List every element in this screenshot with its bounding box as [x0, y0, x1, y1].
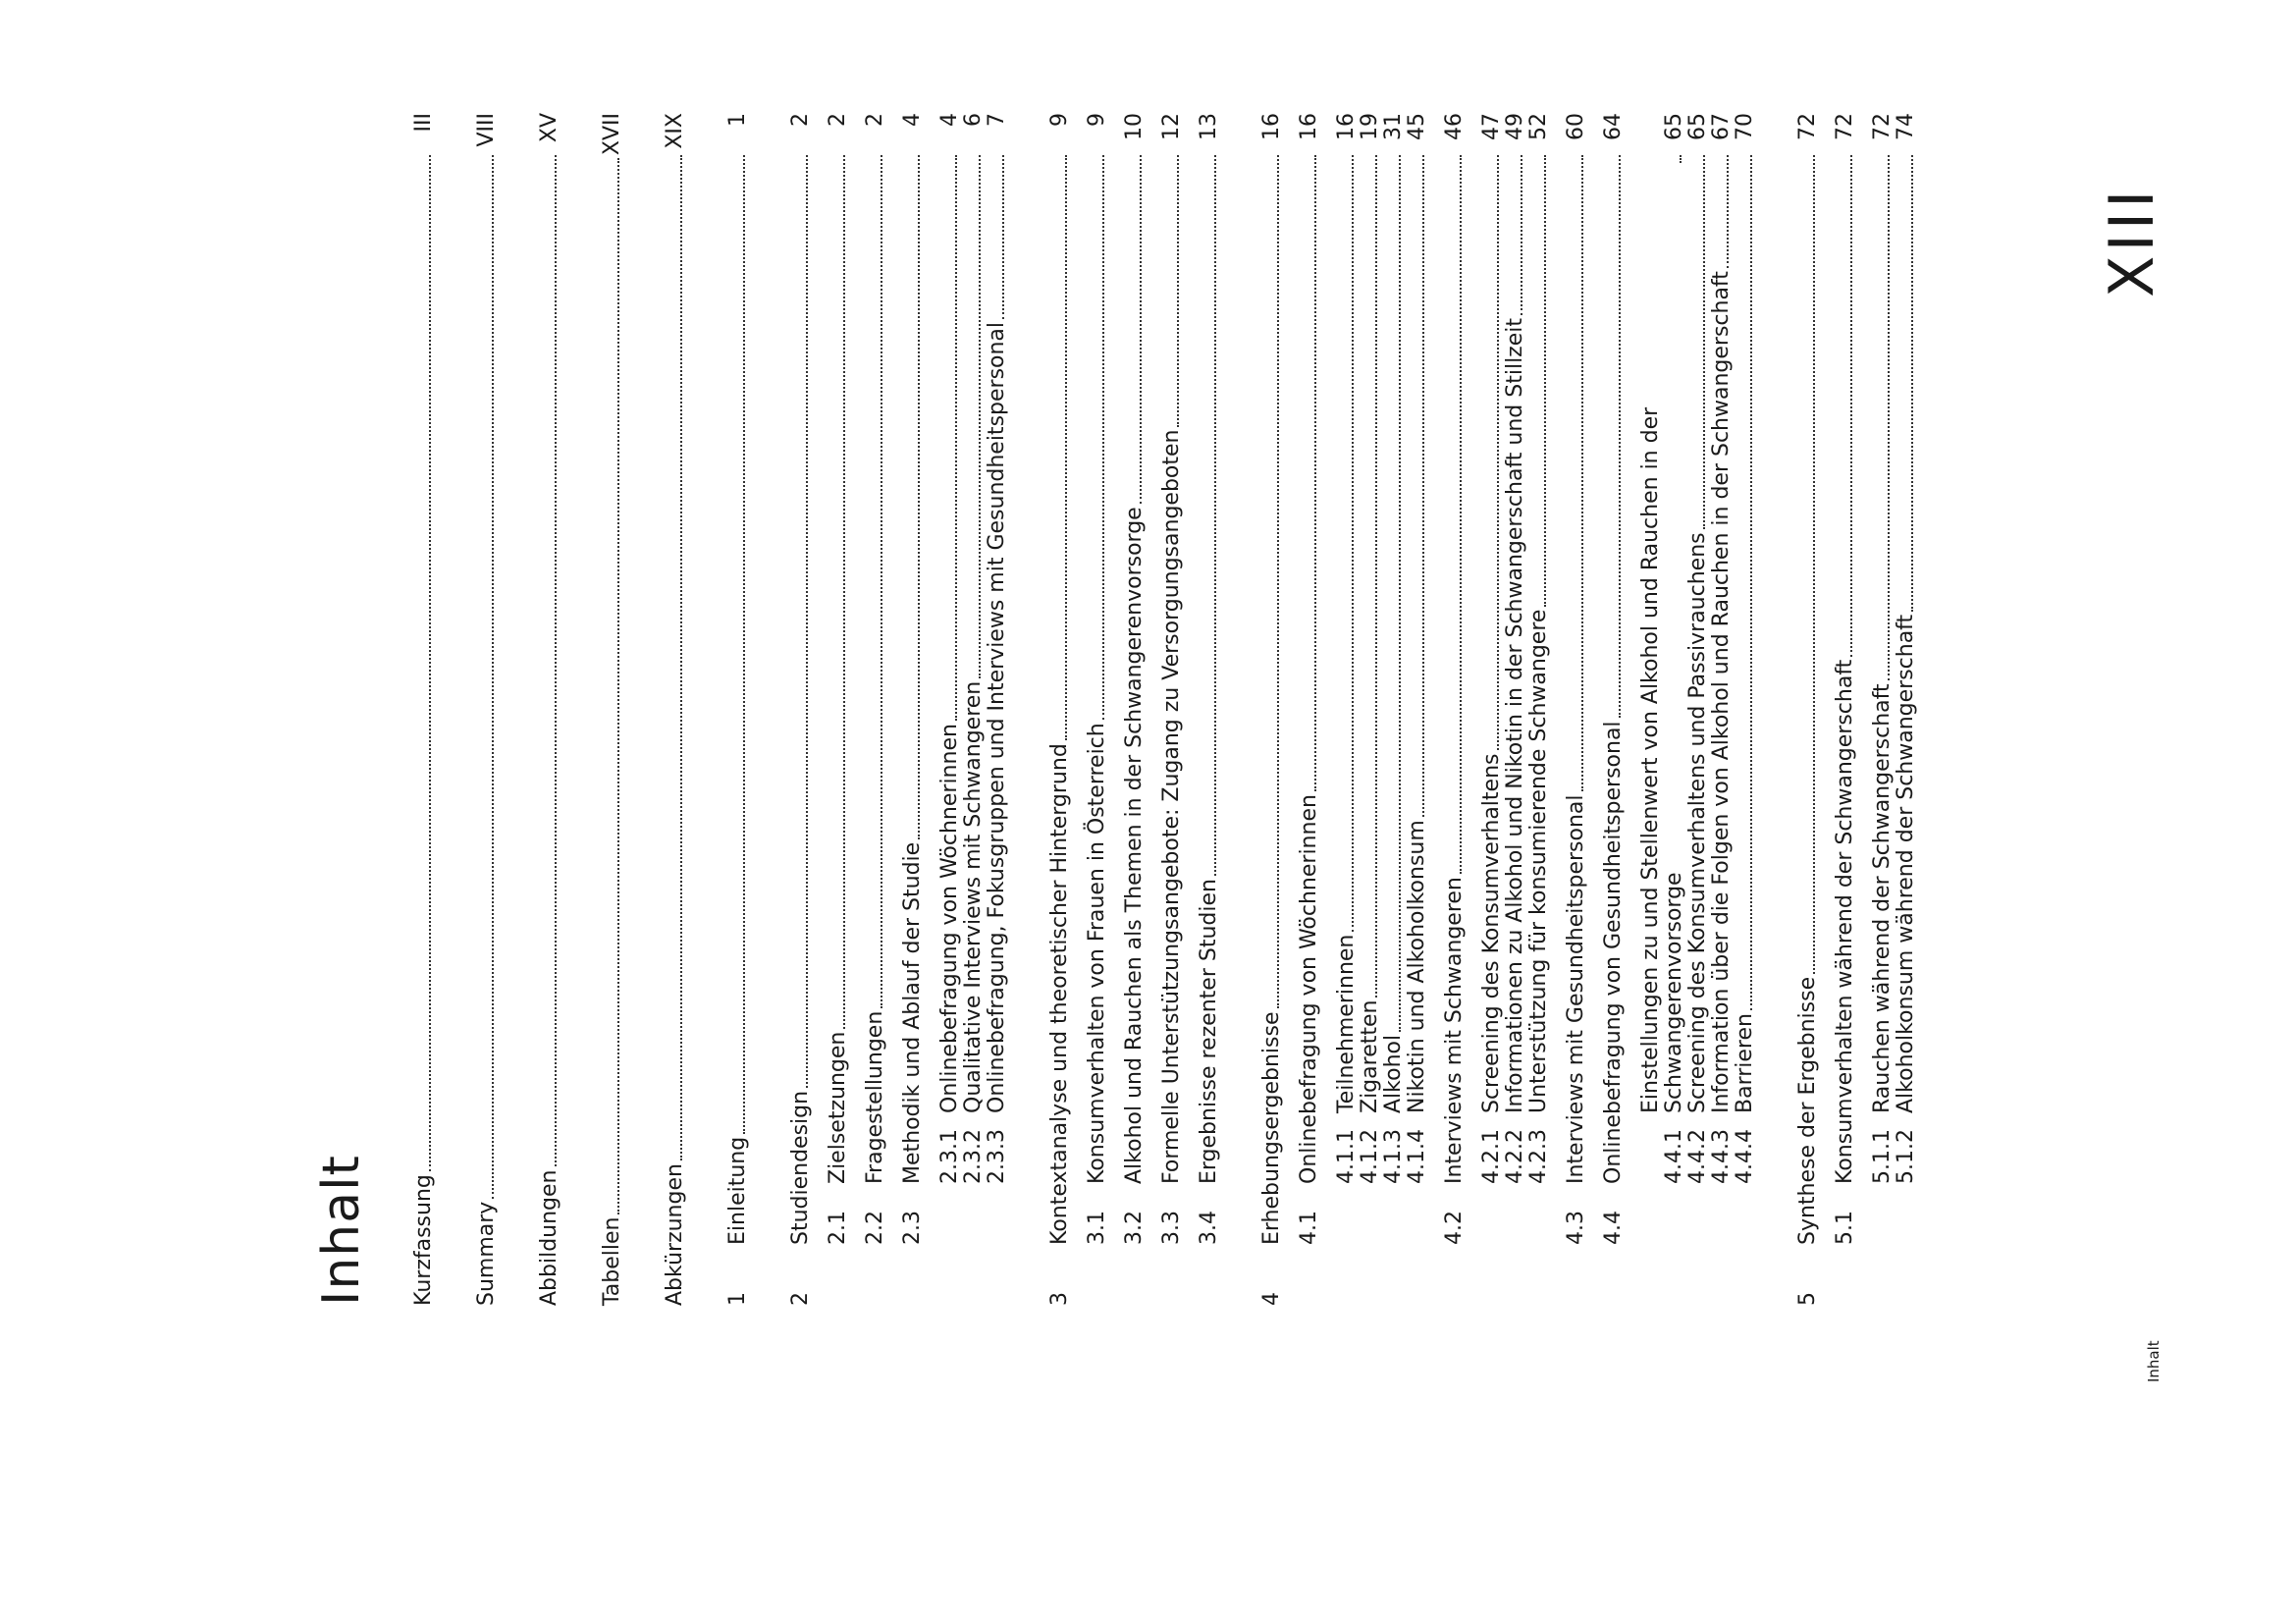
toc-entry-title: Zigaretten — [1358, 999, 1382, 1113]
toc-entry[interactable] — [1406, 113, 1429, 1306]
toc-entry-title: Abkürzungen — [663, 1163, 687, 1306]
toc-entry-page: 65 — [1662, 113, 1686, 140]
toc-entry-number: 4.4.2 — [1685, 1129, 1710, 1184]
toc-entry-page: 19 — [1358, 113, 1382, 140]
dot-leader — [1352, 155, 1354, 932]
toc-entry-page: 4 — [900, 113, 925, 127]
dot-leader — [1850, 155, 1852, 657]
dot-leader — [429, 155, 431, 1171]
toc-entry[interactable] — [938, 113, 962, 1306]
toc-entry-page: 72 — [1833, 113, 1857, 140]
dot-leader — [680, 155, 682, 1160]
toc-entry-page: 16 — [1334, 113, 1359, 140]
dot-leader — [979, 155, 981, 678]
toc-entry-page: 2 — [863, 113, 887, 127]
toc-entry-page: VIII — [474, 113, 499, 147]
toc-entry[interactable] — [1527, 113, 1551, 1306]
toc-entry-page: 2 — [788, 113, 813, 127]
toc-entry[interactable] — [1123, 113, 1147, 1306]
toc-entry-title: Nikotin und Alkoholkonsum — [1405, 820, 1429, 1113]
dot-leader — [1102, 155, 1104, 720]
dot-leader — [1581, 155, 1583, 792]
toc-entry-title: Ergebnisse rezenter Studien — [1197, 879, 1221, 1184]
toc-entry-number: 4.3 — [1564, 1211, 1588, 1245]
toc-entry-number: 4.1.2 — [1358, 1129, 1382, 1184]
dot-leader — [1002, 155, 1004, 319]
toc-entry[interactable] — [1834, 113, 1857, 1306]
toc-entry-title: Alkohol und Rauchen als Themen in der Schwangerenvorsorge — [1122, 507, 1147, 1184]
toc-entry-page: 9 — [1047, 113, 1072, 127]
toc-entry-page: 67 — [1709, 113, 1734, 140]
toc-entry-title: Zielsetzungen — [826, 1031, 850, 1184]
toc-entry[interactable] — [1260, 113, 1284, 1306]
toc-entry-page: XIX — [663, 113, 687, 149]
dot-leader — [955, 155, 957, 721]
toc-entry-page: 60 — [1564, 113, 1588, 140]
dot-leader — [1314, 155, 1316, 791]
toc-entry[interactable] — [1895, 113, 1918, 1306]
toc-entry-page: III — [411, 113, 436, 133]
dot-leader — [881, 155, 882, 1008]
toc-entry-title: Unterstützung für konsumierende Schwangere — [1526, 609, 1551, 1113]
toc-entry[interactable] — [538, 113, 561, 1306]
toc-entry-number: 5 — [1795, 1292, 1820, 1306]
toc-entry-title: Synthese der Ergebnisse — [1795, 976, 1820, 1245]
toc-entry-page: 72 — [1795, 113, 1820, 140]
toc-entry-page: 4 — [937, 113, 962, 127]
toc-entry[interactable] — [1565, 113, 1588, 1306]
toc-entry-title: Abbildungen — [537, 1169, 561, 1306]
toc-entry-number: 1 — [725, 1292, 750, 1306]
dot-leader — [1277, 155, 1279, 1009]
dot-leader — [1680, 155, 1682, 163]
toc-entry[interactable] — [1480, 113, 1504, 1306]
toc-entry-page: 70 — [1733, 113, 1757, 140]
toc-entry[interactable] — [1504, 113, 1527, 1306]
toc-entry-number: 3.4 — [1197, 1211, 1221, 1245]
toc-entry-title: Alkoholkonsum während der Schwangerschaft — [1894, 614, 1918, 1113]
dot-leader — [1813, 155, 1815, 974]
dot-leader — [1521, 155, 1522, 315]
toc-entry[interactable] — [986, 113, 1009, 1306]
toc-entry-title: Konsumverhalten während der Schwangerschaft — [1833, 659, 1857, 1184]
toc-entry[interactable] — [1359, 113, 1382, 1306]
toc-entry-title: Onlinebefragung von Wöchnerinnen — [1297, 794, 1321, 1184]
toc-entry-page: 72 — [1870, 113, 1895, 140]
dot-leader — [555, 155, 557, 1167]
toc-entry[interactable] — [412, 113, 436, 1306]
toc-entry[interactable] — [1335, 113, 1359, 1306]
toc-entry[interactable] — [962, 113, 986, 1306]
toc-entry[interactable] — [664, 113, 687, 1306]
toc-entry-number: 2.3 — [900, 1211, 925, 1245]
page-number: XIII — [2096, 186, 2167, 297]
toc-entry-title: Interviews mit Schwangeren — [1442, 877, 1467, 1184]
toc-entry-title: Qualitative Interviews mit Schwangeren — [961, 680, 986, 1113]
dot-leader — [1497, 155, 1499, 751]
dot-leader — [743, 155, 745, 1134]
toc-entry[interactable] — [1048, 113, 1072, 1306]
toc-entry[interactable] — [726, 113, 750, 1306]
toc-entry[interactable] — [864, 113, 887, 1306]
toc-entry[interactable] — [1382, 113, 1406, 1306]
toc-entry-title: Fragestellungen — [863, 1010, 887, 1184]
toc-entry-number: 2.3.3 — [985, 1129, 1009, 1184]
toc-entry-title: Barrieren — [1733, 1013, 1757, 1113]
running-head: Inhalt — [2145, 1340, 2163, 1382]
toc-entry-title: Einstellungen zu und Stellenwert von Alkohol und Rauchen in der Schwangerenvorsorge — [1638, 406, 1686, 1113]
toc-entry-title: Screening des Konsumverhaltens — [1479, 753, 1504, 1113]
dot-leader — [1065, 155, 1067, 740]
dot-leader — [1619, 155, 1621, 718]
toc-entry-title: Kontextanalyse und theoretischer Hintergrund — [1047, 743, 1072, 1245]
toc-entry-page: 10 — [1122, 113, 1147, 140]
toc-entry-number: 2.2 — [863, 1211, 887, 1245]
toc-entry-number: 3.1 — [1085, 1211, 1109, 1245]
toc-entry-page: 6 — [961, 113, 986, 127]
toc-entry-title: Methodik und Ablauf der Studie — [900, 841, 925, 1184]
toc-entry-page: 52 — [1526, 113, 1551, 140]
toc-entry-number: 5.1.2 — [1894, 1129, 1918, 1184]
toc-entry-page: 16 — [1259, 113, 1284, 140]
toc-entry[interactable] — [1796, 113, 1820, 1306]
toc-entry-page: XV — [537, 113, 561, 143]
toc-entry-number: 4.1 — [1297, 1211, 1321, 1245]
dot-leader — [1750, 155, 1752, 1010]
toc-entry[interactable] — [475, 113, 499, 1306]
toc-entry-number: 4.2.1 — [1479, 1129, 1504, 1184]
toc-entry-page: 2 — [826, 113, 850, 127]
toc-entry-title: Summary — [474, 1201, 499, 1306]
toc-entry-title: Erhebungsergebnisse — [1259, 1011, 1284, 1245]
dot-leader — [1177, 155, 1179, 427]
toc-entry-page: 31 — [1381, 113, 1406, 140]
toc-entry-number: 4.4.4 — [1733, 1129, 1757, 1184]
toc-entry[interactable] — [1686, 113, 1710, 1306]
toc-entry[interactable] — [901, 113, 925, 1306]
toc-entry-title: Tabellen — [600, 1216, 624, 1306]
toc-entry-number: 4.2.3 — [1526, 1129, 1551, 1184]
toc-entry-page: 13 — [1197, 113, 1221, 140]
toc-entry-number: 4.1.3 — [1381, 1129, 1406, 1184]
toc-entry-title: Onlinebefragung, Fokusgruppen und Interviews mit Gesundheitspersonal — [985, 321, 1009, 1113]
dot-leader — [1911, 155, 1913, 612]
dot-leader — [492, 155, 494, 1199]
toc-entry-page: 12 — [1159, 113, 1184, 140]
toc-entry-page: 46 — [1442, 113, 1467, 140]
toc-entry-number: 4.1.4 — [1405, 1129, 1429, 1184]
dot-leader — [1399, 155, 1401, 1032]
toc-entry-page: 49 — [1503, 113, 1527, 140]
toc-entry-title: Onlinebefragung von Gesundheitspersonal — [1601, 721, 1626, 1184]
toc-entry-number: 2 — [788, 1292, 813, 1306]
toc-entry-number: 4.2 — [1442, 1211, 1467, 1245]
dot-leader — [617, 158, 619, 1214]
toc-entry-page: 7 — [985, 113, 1009, 127]
toc-entry-page: 47 — [1479, 113, 1504, 140]
toc-entry-title: Screening des Konsumverhaltens und Passivrauchens — [1685, 532, 1710, 1113]
toc-entry[interactable] — [1639, 113, 1686, 1306]
dot-leader — [1460, 155, 1462, 874]
toc-entry[interactable] — [1710, 113, 1734, 1306]
toc-entry-page: 64 — [1601, 113, 1626, 140]
toc-entry[interactable] — [1160, 113, 1184, 1306]
dot-leader — [1140, 155, 1142, 504]
toc-entry-number: 3.3 — [1159, 1211, 1184, 1245]
dot-leader — [1375, 155, 1377, 998]
toc-entry[interactable] — [1086, 113, 1109, 1306]
table-of-contents — [412, 113, 1918, 1306]
dot-leader — [1422, 155, 1424, 817]
dot-leader — [1214, 155, 1216, 876]
toc-entry-title: Informationen zu Alkohol und Nikotin in der Schwangerschaft und Stillzeit — [1503, 317, 1527, 1113]
toc-entry-number: 2.3.1 — [937, 1129, 962, 1184]
toc-entry-number: 3 — [1047, 1292, 1072, 1306]
dot-leader — [1703, 155, 1705, 529]
toc-entry-number: 2.3.2 — [961, 1129, 986, 1184]
dot-leader — [843, 155, 845, 1029]
toc-entry-number: 5.1 — [1833, 1211, 1857, 1245]
toc-entry-title: Kurzfassung — [411, 1174, 436, 1306]
dot-leader — [1888, 155, 1890, 680]
toc-entry-page: 9 — [1085, 113, 1109, 127]
toc-entry-title: Alkohol — [1381, 1034, 1406, 1113]
toc-entry[interactable] — [789, 113, 813, 1306]
toc-entry-title: Konsumverhalten von Frauen in Österreich — [1085, 723, 1109, 1184]
toc-entry-title: Formelle Unterstützungsangebote: Zugang zu Versorgungsangeboten — [1159, 429, 1184, 1184]
toc-entry-page: 74 — [1894, 113, 1918, 140]
toc-entry-title: Onlinebefragung von Wöchnerinnen — [937, 724, 962, 1113]
toc-entry[interactable] — [1734, 113, 1757, 1306]
toc-entry[interactable] — [1198, 113, 1221, 1306]
toc-entry-title: Information über die Folgen von Alkohol und Rauchen in der Schwangerschaft — [1709, 271, 1734, 1113]
toc-entry[interactable] — [1871, 113, 1895, 1306]
toc-entry-page: 65 — [1685, 113, 1710, 140]
toc-entry[interactable] — [1602, 113, 1626, 1306]
dot-leader — [806, 155, 808, 1088]
toc-entry-page: XVII — [600, 113, 624, 156]
toc-entry-title: Rauchen während der Schwangerschaft — [1870, 683, 1895, 1113]
page-title: Inhalt — [312, 1155, 371, 1306]
dot-leader — [1727, 155, 1729, 268]
toc-entry[interactable] — [1443, 113, 1467, 1306]
toc-entry[interactable] — [1298, 113, 1321, 1306]
toc-entry-page: 1 — [725, 113, 750, 127]
toc-entry-title: Interviews mit Gesundheitspersonal — [1564, 794, 1588, 1184]
toc-entry-number: 4 — [1259, 1292, 1284, 1306]
toc-entry[interactable] — [601, 113, 624, 1306]
toc-entry-title: Teilnehmerinnen — [1334, 934, 1359, 1113]
toc-entry-number: 3.2 — [1122, 1211, 1147, 1245]
toc-entry-number: 4.1.1 — [1334, 1129, 1359, 1184]
toc-entry-title: Einleitung — [725, 1136, 750, 1245]
toc-entry[interactable] — [827, 113, 850, 1306]
toc-entry-page: 16 — [1297, 113, 1321, 140]
toc-entry-page: 45 — [1405, 113, 1429, 140]
toc-entry-number: 4.4.1 — [1662, 1129, 1686, 1184]
dot-leader — [1544, 155, 1546, 607]
toc-entry-number: 4.4.3 — [1709, 1129, 1734, 1184]
toc-entry-number: 2.1 — [826, 1211, 850, 1245]
toc-entry-number: 4.4 — [1601, 1211, 1626, 1245]
toc-entry-title: Studiendesign — [788, 1090, 813, 1245]
toc-entry-number: 4.2.2 — [1503, 1129, 1527, 1184]
toc-entry-number: 5.1.1 — [1870, 1129, 1895, 1184]
dot-leader — [918, 155, 920, 839]
